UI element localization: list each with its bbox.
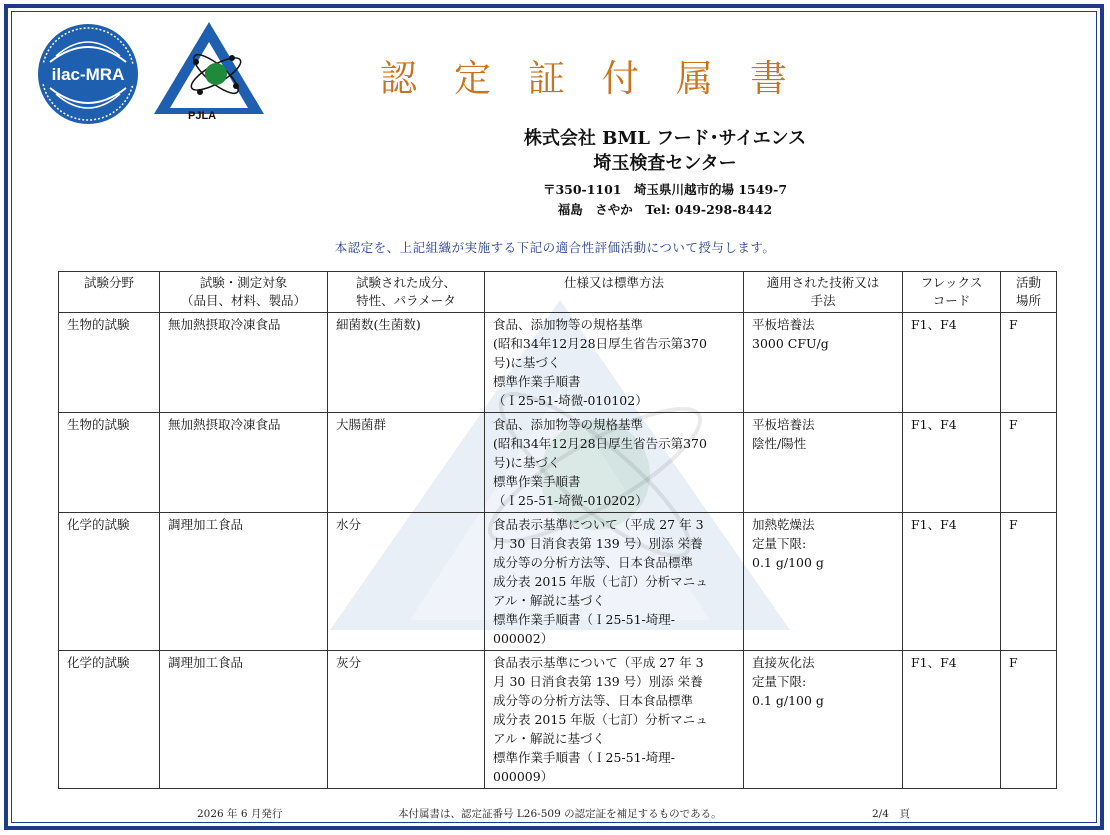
document-title: 認定証付属書 xyxy=(380,57,824,100)
cell-flex: F1、F4 xyxy=(903,651,1001,789)
cell-target: 調理加工食品 xyxy=(160,651,328,789)
cell-spec: 食品、添加物等の規格基準 (昭和34年12月28日厚生省告示第370 号)に基づく 標準作業手順書 （Ｉ25-51-埼微-010102） xyxy=(485,313,744,413)
header-target: 試験・測定対象 （品目、材料、製品） xyxy=(160,272,328,313)
cell-target: 調理加工食品 xyxy=(160,513,328,651)
cell-technique: 平板培養法 陰性/陽性 xyxy=(744,413,903,513)
table-row xyxy=(59,413,1057,513)
cell-flex: F1、F4 xyxy=(903,413,1001,513)
accreditation-scope-table xyxy=(58,271,1057,789)
cell-site: F xyxy=(1001,651,1057,789)
ilac-mra-logo xyxy=(36,22,140,126)
cell-parameter: 水分 xyxy=(328,513,485,651)
intro-statement: 本認定を、上記組織が実施する下記の適合性評価活動について授与します。 xyxy=(334,240,776,255)
cell-site: F xyxy=(1001,513,1057,651)
cell-site: F xyxy=(1001,413,1057,513)
company-contact: 福島 さやか Tel: 049-298-8442 xyxy=(557,202,773,217)
table-row xyxy=(59,513,1057,651)
ilac-mra-text: ilac-MRA xyxy=(51,65,125,84)
cell-field: 化学的試験 xyxy=(59,513,160,651)
cell-field: 生物的試験 xyxy=(59,313,160,413)
table-row xyxy=(59,313,1057,413)
cell-technique: 加熱乾燥法 定量下限: 0.1 g/100 g xyxy=(744,513,903,651)
cell-target: 無加熱摂取冷凍食品 xyxy=(160,313,328,413)
cell-flex: F1、F4 xyxy=(903,513,1001,651)
cell-spec: 食品、添加物等の規格基準 (昭和34年12月28日厚生省告示第370 号)に基づく 標準作業手順書 （Ｉ25-51-埼微-010202） xyxy=(485,413,744,513)
header-parameter: 試験された成分、 特性、パラメータ xyxy=(328,272,485,313)
cell-technique: 直接灰化法 定量下限: 0.1 g/100 g xyxy=(744,651,903,789)
pjla-text: PJLA xyxy=(188,110,217,122)
header-technique: 適用された技術又は 手法 xyxy=(744,272,903,313)
header-field: 試験分野 xyxy=(59,272,160,313)
cell-spec: 食品表示基準について（平成 27 年 3 月 30 日消食表第 139 号）別添 栄養 成分等の分析方法等、日本食品標準 成分表 2015 年版（七訂）分析マニュ アル・解説に基づく 標準作業手順書（Ｉ25-51-埼理- 000002） xyxy=(485,513,744,651)
cell-parameter: 灰分 xyxy=(328,651,485,789)
cell-field: 化学的試験 xyxy=(59,651,160,789)
footer-note: 本付属書は、認定証番号 L26-509 の認定証を補足するものである。 xyxy=(398,808,722,820)
cell-flex: F1、F4 xyxy=(903,313,1001,413)
address-block xyxy=(520,180,810,220)
company-address: 〒350-1101 埼玉県川越市的場 1549-7 xyxy=(542,182,788,197)
company-name: 株式会社 BML フード･サイエンス xyxy=(523,128,807,149)
center-name: 埼玉検査センター xyxy=(593,153,737,174)
cell-target: 無加熱摂取冷凍食品 xyxy=(160,413,328,513)
header-flex: フレックス コード xyxy=(903,272,1001,313)
company-block xyxy=(500,126,830,176)
table-header-row xyxy=(59,272,1057,313)
cell-parameter: 大腸菌群 xyxy=(328,413,485,513)
footer-issue-date: 2026 年 6 月発行 xyxy=(197,808,283,820)
footer-page-number: 2/4 頁 xyxy=(872,808,910,820)
header-site: 活動 場所 xyxy=(1001,272,1057,313)
header-spec: 仕様又は標準方法 xyxy=(485,272,744,313)
cell-technique: 平板培養法 3000 CFU/g xyxy=(744,313,903,413)
cell-spec: 食品表示基準について（平成 27 年 3 月 30 日消食表第 139 号）別添 栄養 成分等の分析方法等、日本食品標準 成分表 2015 年版（七訂）分析マニュ アル・解説に基づく 標準作業手順書（Ｉ25-51-埼理- 000009） xyxy=(485,651,744,789)
cell-site: F xyxy=(1001,313,1057,413)
cell-parameter: 細菌数(生菌数) xyxy=(328,313,485,413)
cell-field: 生物的試験 xyxy=(59,413,160,513)
table-row xyxy=(59,651,1057,789)
